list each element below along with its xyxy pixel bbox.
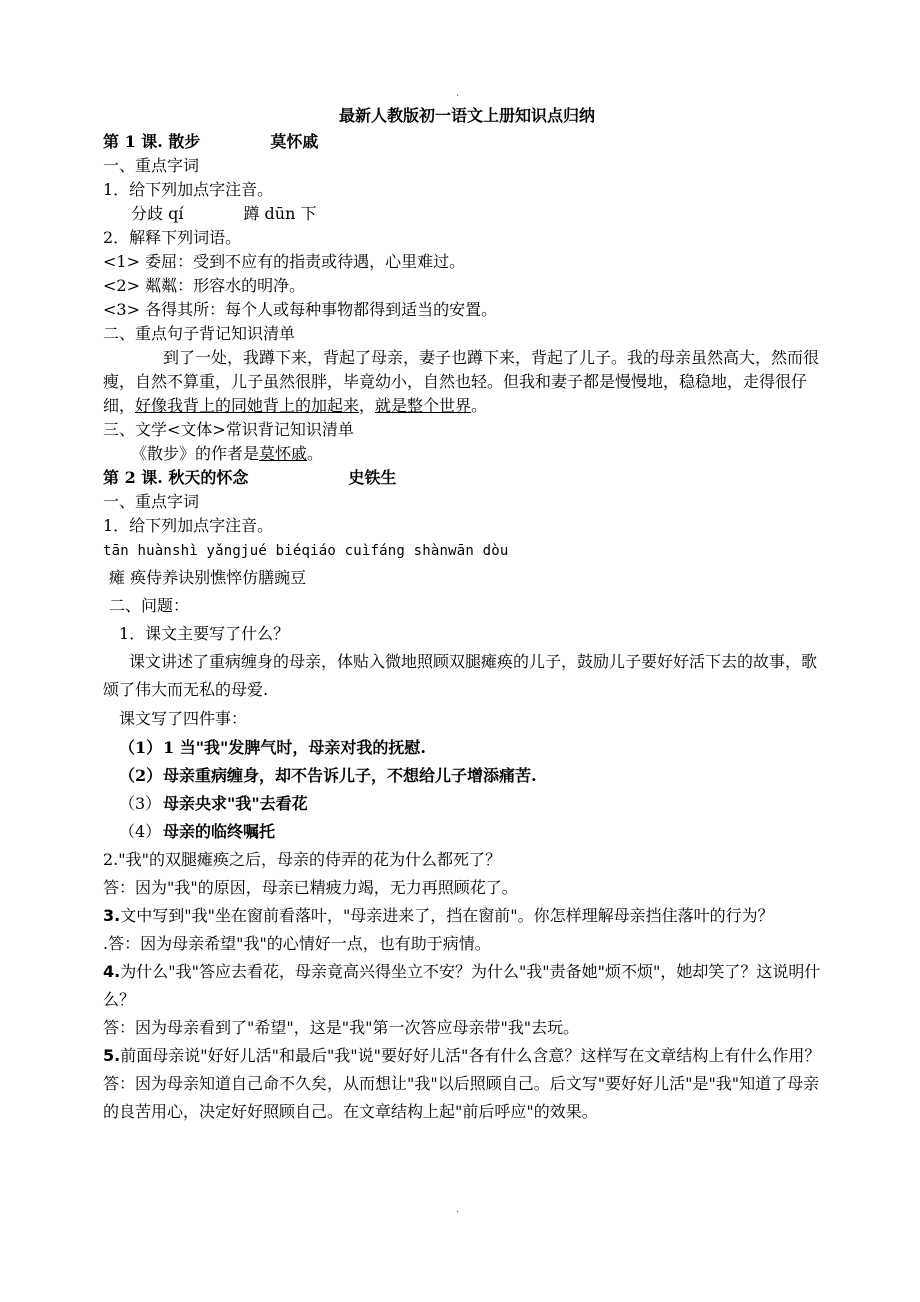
lesson2-question2: 2."我"的双腿瘫痪之后，母亲的侍弄的花为什么都死了？ [103, 850, 501, 869]
lesson1-word1: <1> 委屈：受到不应有的指责或待遇，心里难过。 [103, 252, 466, 271]
lesson1-key-passage [103, 346, 823, 418]
lesson2-four-events: 课文写了四件事： [119, 709, 248, 728]
lesson1-author: 莫怀戚 [270, 132, 319, 151]
lesson1-author-underline: 莫怀戚 [259, 444, 308, 463]
event-item-4 [103, 818, 823, 846]
lesson1-section3-title: 三、文学<文体>常识背记知识清单 [103, 420, 354, 439]
lesson1-pinyin-a: 分歧 qí [131, 204, 184, 223]
question-number: 3. [103, 906, 121, 925]
document-title: 最新人教版初一语文上册知识点归纳 [338, 106, 595, 125]
lesson1-section2-title: 二、重点句子背记知识清单 [103, 324, 296, 343]
lesson2-heading-row [103, 466, 823, 490]
lesson2-answer5: 答：因为母亲知道自己命不久矣，从而想让"我"以后照顾自己。后文写"要好好儿活"是"我"知道了母亲的良苦用心，决定好好照顾自己。在文章结构上起"前后呼应"的效果。 [103, 1074, 820, 1121]
lesson2-question4 [103, 958, 823, 1014]
event-text: 母亲央求"我"去看花 [163, 794, 308, 813]
lesson2-answer3: .答：因为母亲希望"我"的心情好一点，也有助于病情。 [103, 934, 491, 953]
event-text: 母亲的临终嘱托 [163, 822, 276, 841]
lesson1-word3: <3> 各得其所：每个人或每种事物都得到适当的安置。 [103, 300, 498, 319]
lesson1-heading-row [103, 130, 823, 154]
lesson2-qa1: 1．课文主要写了什么？ [119, 624, 290, 643]
document-content [103, 104, 823, 1126]
question-number: 4. [103, 962, 121, 981]
event-text: 1 当"我"发脾气时，母亲对我的抚慰. [163, 738, 426, 757]
lesson2-pinyin-line: tān huànshì yǎngjué biéqiáo cuìfáng shànwān dòu [103, 543, 509, 559]
lesson2-heading: 第 2 课. 秋天的怀念 [103, 468, 249, 487]
lesson1-question2: 2．解释下列词语。 [103, 228, 242, 247]
lesson1-author-text: 《散步》的作者是 [131, 444, 260, 463]
page-dot-bottom: · [456, 1207, 460, 1218]
question-text: 为什么"我"答应去看花，母亲竟高兴得坐立不安？为什么"我"责备她"烦不烦"，她却笑了？这说明什么？ [103, 962, 821, 1009]
event-item-3 [103, 790, 823, 818]
lesson2-section1-title: 一、重点字词 [103, 492, 200, 511]
lesson2-chars-line: 瘫 痪侍养诀别憔悴仿膳豌豆 [109, 568, 307, 587]
lesson1-passage-text: 到了一处，我蹲下来，背起了母亲，妻子也蹲下来，背起了儿子。我的母亲虽然高大，然而很瘦，自然不算重，儿子虽然很胖，毕竟幼小，自然也轻。但我和妻子都是慢慢地，稳稳地，走得很仔细， [103, 348, 820, 415]
event-number: （3） [119, 794, 162, 813]
lesson1-section1-title: 一、重点字词 [103, 156, 200, 175]
lesson1-pinyin-row [103, 202, 823, 226]
lesson1-word2: <2> 粼粼：形容水的明净。 [103, 276, 306, 295]
event-number: （2） [119, 766, 163, 785]
question-number: 5. [103, 1046, 121, 1065]
event-text: 母亲重病缠身，却不告诉儿子，不想给儿子增添痛苦. [163, 766, 537, 785]
lesson1-passage-underline2: 就是整个世界 [375, 396, 472, 415]
lesson2-section2-title: 二、问题： [109, 596, 190, 615]
lesson2-question3 [103, 902, 823, 930]
lesson2-question5 [103, 1042, 823, 1070]
event-number: （1） [119, 738, 163, 757]
lesson1-passage-sep: ， [359, 396, 376, 415]
lesson2-qa1-answer: 课文讲述了重病缠身的母亲，体贴入微地照顾双腿瘫痪的儿子，鼓励儿子要好好活下去的故事，歌颂了伟大而无私的母爱. [103, 652, 818, 699]
event-item-1 [103, 734, 823, 762]
page-dot-top: · [456, 91, 460, 102]
lesson2-answer4: 答：因为母亲看到了"希望"，这是"我"第一次答应母亲带"我"去玩。 [103, 1018, 580, 1037]
lesson1-pinyin-b: 蹲 dūn 下 [243, 204, 317, 223]
lesson2-question1: 1．给下列加点字注音。 [103, 516, 274, 535]
lesson1-passage-underline1: 好像我背上的同她背上的加起来 [135, 396, 360, 415]
lesson1-author-end: 。 [307, 444, 324, 463]
lesson1-question1: 1．给下列加点字注音。 [103, 180, 274, 199]
lesson1-passage-end: 。 [471, 396, 488, 415]
question-text: 前面母亲说"好好儿活"和最后"我"说"要好好儿活"各有什么含意？这样写在文章结构上有什么作用？ [120, 1046, 821, 1065]
question-text: 文中写到"我"坐在窗前看落叶，"母亲进来了，挡在窗前"。你怎样理解母亲挡住落叶的行为？ [120, 906, 774, 925]
lesson1-heading: 第 1 课. 散步 [103, 132, 201, 151]
event-number: （4） [119, 822, 162, 841]
lesson1-author-line [103, 442, 823, 466]
event-item-2 [103, 762, 823, 790]
lesson2-answer2: 答：因为"我"的原因，母亲已精疲力竭，无力再照顾花了。 [103, 878, 518, 897]
lesson2-author: 史铁生 [348, 468, 397, 487]
